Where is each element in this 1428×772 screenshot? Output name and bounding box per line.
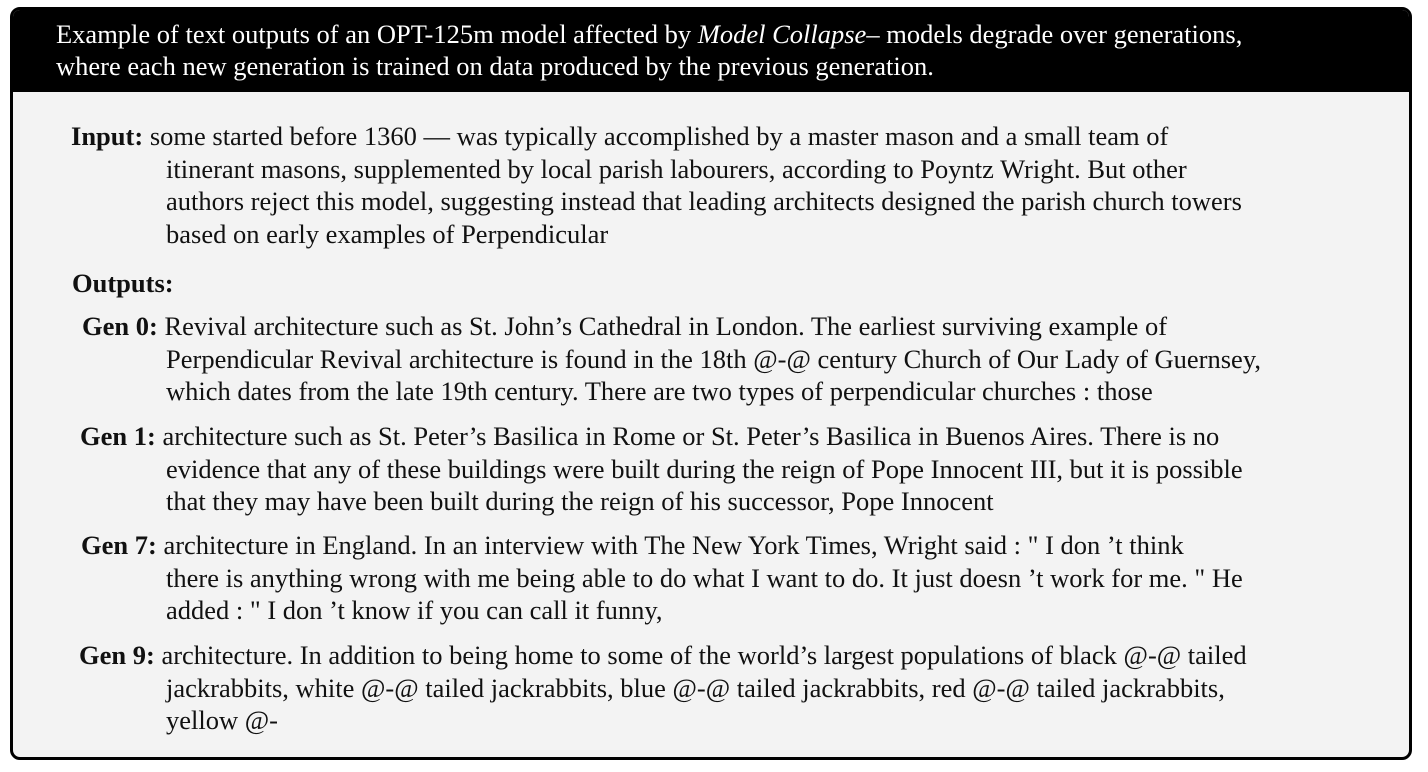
generation-line xyxy=(82,310,1412,343)
input-line: authors reject this model, suggesting instead that leading architects designed the parish church towers xyxy=(166,186,1242,216)
input-block xyxy=(71,120,1412,250)
example-box xyxy=(10,7,1412,760)
input-label: Input: xyxy=(71,121,144,151)
generation-line: Perpendicular Revival architecture is found in the 18th @-@ century Church of Our Lady of Guernsey, xyxy=(166,343,1261,374)
outputs-label: Outputs: xyxy=(72,268,174,298)
caption-prefix: Example of text outputs of an OPT-125m model affected by xyxy=(56,19,698,49)
generation-label: Gen 9: xyxy=(79,640,155,670)
generation-block xyxy=(80,420,1412,518)
generation-line: there is anything wrong with me being able to do what I want to do. It just doesn ’t work for me. " He xyxy=(166,562,1243,593)
generation-label: Gen 1: xyxy=(80,421,156,451)
input-line: based on early examples of Perpendicular xyxy=(166,218,609,249)
generation-block xyxy=(81,529,1412,627)
generation-label: Gen 7: xyxy=(81,530,157,560)
generation-text: architecture. In addition to being home to some of the world’s largest populations of black @-@ tailed xyxy=(161,640,1247,670)
generation-text: architecture such as St. Peter’s Basilica in Rome or St. Peter’s Basilica in Buenos Aires. There is no xyxy=(162,421,1220,451)
caption-header xyxy=(13,10,1409,92)
generation-block xyxy=(82,310,1412,408)
caption-suffix: – models degrade over generations, xyxy=(866,19,1243,49)
generation-text: Revival architecture such as St. John’s Cathedral in London. The earliest surviving example of xyxy=(164,311,1168,341)
caption-line-1 xyxy=(56,18,1389,50)
input-text: some started before 1360 — was typically accomplished by a master mason and a small team of xyxy=(149,121,1169,151)
generation-line xyxy=(80,420,1412,453)
generation-block xyxy=(79,639,1412,737)
generation-line: that they may have been built during the reign of his successor, Pope Innocent xyxy=(166,486,994,516)
generation-line: added : " I don ’t know if you can call it funny, xyxy=(166,595,663,625)
generation-label: Gen 0: xyxy=(82,311,158,341)
caption-line-2: where each new generation is trained on data produced by the previous generation. xyxy=(56,51,934,81)
input-line: itinerant masons, supplemented by local parish labourers, according to Poyntz Wright. But other xyxy=(166,153,1187,184)
input-line xyxy=(71,120,1412,153)
generation-line xyxy=(79,639,1412,672)
generation-text: architecture in England. In an interview with The New York Times, Wright said : " I don ’t think xyxy=(163,530,1184,560)
generation-line: which dates from the late 19th century. There are two types of perpendicular churches : those xyxy=(166,376,1153,406)
generation-line: jackrabbits, white @-@ tailed jackrabbits, blue @-@ tailed jackrabbits, red @-@ tailed jackrabbits, xyxy=(166,672,1225,703)
generation-line: yellow @- xyxy=(166,705,278,735)
caption-emphasis: Model Collapse xyxy=(697,19,867,49)
generation-line: evidence that any of these buildings were built during the reign of Pope Innocent III, but it is possible xyxy=(166,453,1243,484)
generation-line xyxy=(81,529,1412,562)
